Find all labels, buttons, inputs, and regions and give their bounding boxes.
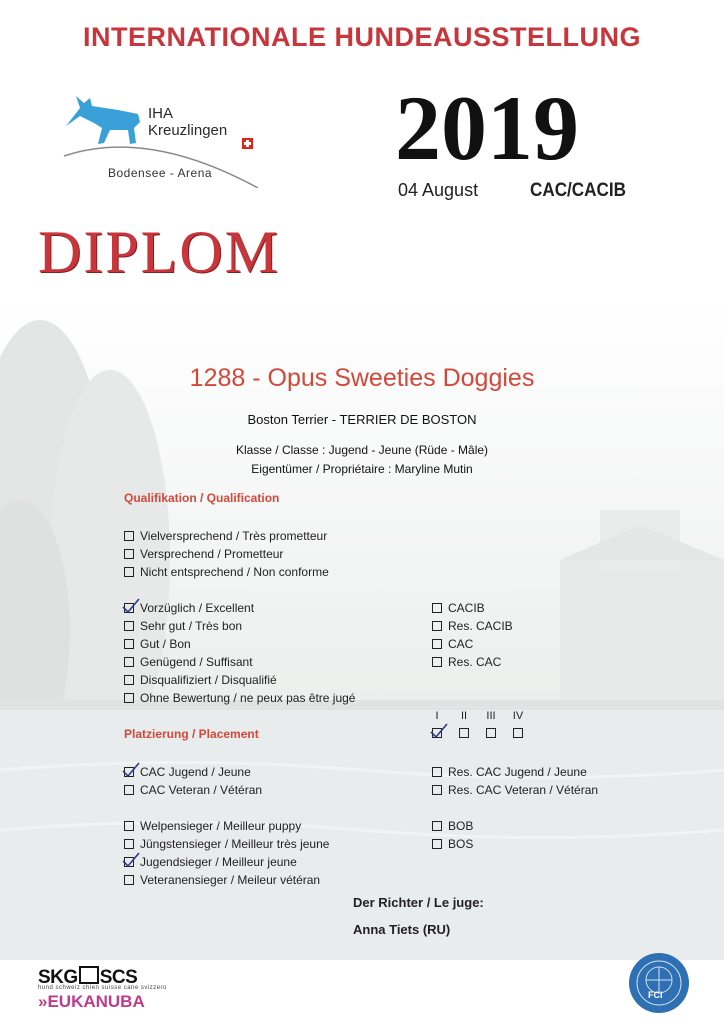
rank-label: II [460,710,468,722]
option-label: Genügend / Suffisant [140,655,253,669]
checkbox[interactable] [124,657,134,667]
logo-line2: Kreuzlingen [148,122,228,139]
option-label: Res. CAC [448,655,502,669]
qualification-option [124,563,329,581]
placement-option [432,781,598,799]
checkbox[interactable] [124,621,134,631]
rank-options [430,710,530,744]
dog-breed: Boston Terrier - TERRIER DE BOSTON [247,412,477,427]
option-label: BOB [448,819,474,833]
qualification-heading: Qualifikation / Qualification [124,491,280,505]
checkbox[interactable] [124,531,134,541]
option-label: CACIB [448,601,485,615]
checkbox[interactable] [432,621,442,631]
checkbox[interactable] [432,785,442,795]
handwritten-check-icon [122,762,140,778]
placement-option [432,763,598,781]
sieger-options [124,817,329,889]
fci-text: FCI [648,990,663,1000]
option-label: CAC Jugend / Jeune [140,765,251,779]
award-options [432,599,513,671]
option-label: BOS [448,837,474,851]
rank-label: III [486,710,496,722]
placement-right [432,763,598,799]
qualification-option [124,527,329,545]
handwritten-check-icon [122,852,140,868]
background-scenery [0,300,724,960]
checkbox[interactable] [432,603,442,613]
option-label: Disqualifiziert / Disqualifié [140,673,277,687]
option-label: Jüngstensieger / Meilleur très jeune [140,837,330,851]
checkbox[interactable] [432,821,442,831]
option-label: Welpensieger / Meilleur puppy [140,819,302,833]
fci-seal-icon [628,952,690,1014]
handwritten-check-icon [122,598,140,614]
house-icon [79,966,99,984]
option-label: CAC Veteran / Vétéran [140,783,263,797]
swiss-flag-icon [242,138,253,149]
rank-option [511,710,525,742]
checkbox[interactable] [124,549,134,559]
checkbox[interactable] [124,767,134,777]
judge-label: Der Richter / Le juge: [353,895,484,910]
checkbox[interactable] [513,728,523,738]
qualification-group-1 [124,527,329,581]
checkbox[interactable] [124,639,134,649]
option-label: CAC [448,637,474,651]
checkbox[interactable] [124,567,134,577]
skg-subtitle: hund schweiz chien suisse cane svizzero [38,985,167,991]
event-date: 04 August [398,180,479,200]
judge-name: Anna Tiets (RU) [353,922,451,937]
award-option [432,653,513,671]
qualification-group-2 [124,599,355,707]
dog-name: 1288 - Opus Sweeties Doggies [189,364,535,392]
checkbox[interactable] [459,728,469,738]
event-type: CAC/CACIB [530,180,626,201]
option-label: Gut / Bon [140,637,191,651]
handwritten-check-icon [430,723,448,739]
option-label: Res. CAC Veteran / Vétéran [448,783,599,797]
qualification-option [124,689,355,707]
placement-option [124,763,262,781]
eukanuba-logo: »EUKANUBA [38,992,145,1011]
event-year: 2019 [395,77,579,179]
checkbox[interactable] [124,839,134,849]
dog-owner: Eigentümer / Propriétaire : Maryline Mutin [251,462,473,476]
option-label: Jugendsieger / Meilleur jeune [140,855,297,869]
scs-text: SCS [99,967,138,988]
award-option [432,617,513,635]
rank-label: I [435,710,439,722]
logo-text [148,105,227,139]
award-option [432,635,513,653]
qualification-option [124,617,355,635]
qualification-option [124,599,355,617]
checkbox[interactable] [432,767,442,777]
checkbox[interactable] [432,639,442,649]
qualification-option [124,545,329,563]
placement-option [124,781,262,799]
qualification-option [124,653,355,671]
sieger-option [124,817,329,835]
checkbox[interactable] [432,839,442,849]
option-label: Res. CACIB [448,619,513,633]
qualification-option [124,635,355,653]
placement-left [124,763,262,799]
checkbox[interactable] [486,728,496,738]
option-label: Res. CAC Jugend / Jeune [448,765,587,779]
qualification-option [124,671,355,689]
option-label: Vorzüglich / Excellent [140,601,255,615]
checkbox[interactable] [124,875,134,885]
checkbox[interactable] [432,728,442,738]
checkbox[interactable] [432,657,442,667]
option-label: Ohne Bewertung / ne peux pas être jugé [140,691,356,705]
sieger-option [124,835,329,853]
option-label: Vielversprechend / Très prometteur [140,529,328,543]
rank-option [457,710,471,742]
option-label: Veteranensieger / Meileur vétéran [140,873,321,887]
option-label: Sehr gut / Très bon [140,619,243,633]
award-option [432,599,513,617]
checkbox[interactable] [124,821,134,831]
checkbox[interactable] [124,693,134,703]
rank-option [484,710,498,742]
rank-label: IV [512,710,524,722]
checkbox[interactable] [124,857,134,867]
skg-text: SKG [38,967,78,988]
dog-class: Klasse / Classe : Jugend - Jeune (Rüde - Mâle) [235,443,489,457]
diplom-heading: DIPLOM [38,219,281,285]
rank-option [430,710,444,742]
best-options [432,817,473,853]
best-option [432,835,473,853]
exhibition-title: INTERNATIONALE HUNDEAUSSTELLUNG [83,22,641,52]
logo-line1: IHA [148,105,174,122]
option-label: Versprechend / Prometteur [140,547,284,561]
best-option [432,817,473,835]
option-label: Nicht entsprechend / Non conforme [140,565,329,579]
checkbox[interactable] [124,675,134,685]
logo-subtitle: Bodensee - Arena [108,166,213,180]
placement-heading: Platzierung / Placement [124,727,259,741]
checkbox[interactable] [124,603,134,613]
checkbox[interactable] [124,785,134,795]
sieger-option [124,871,329,889]
sieger-option [124,853,329,871]
